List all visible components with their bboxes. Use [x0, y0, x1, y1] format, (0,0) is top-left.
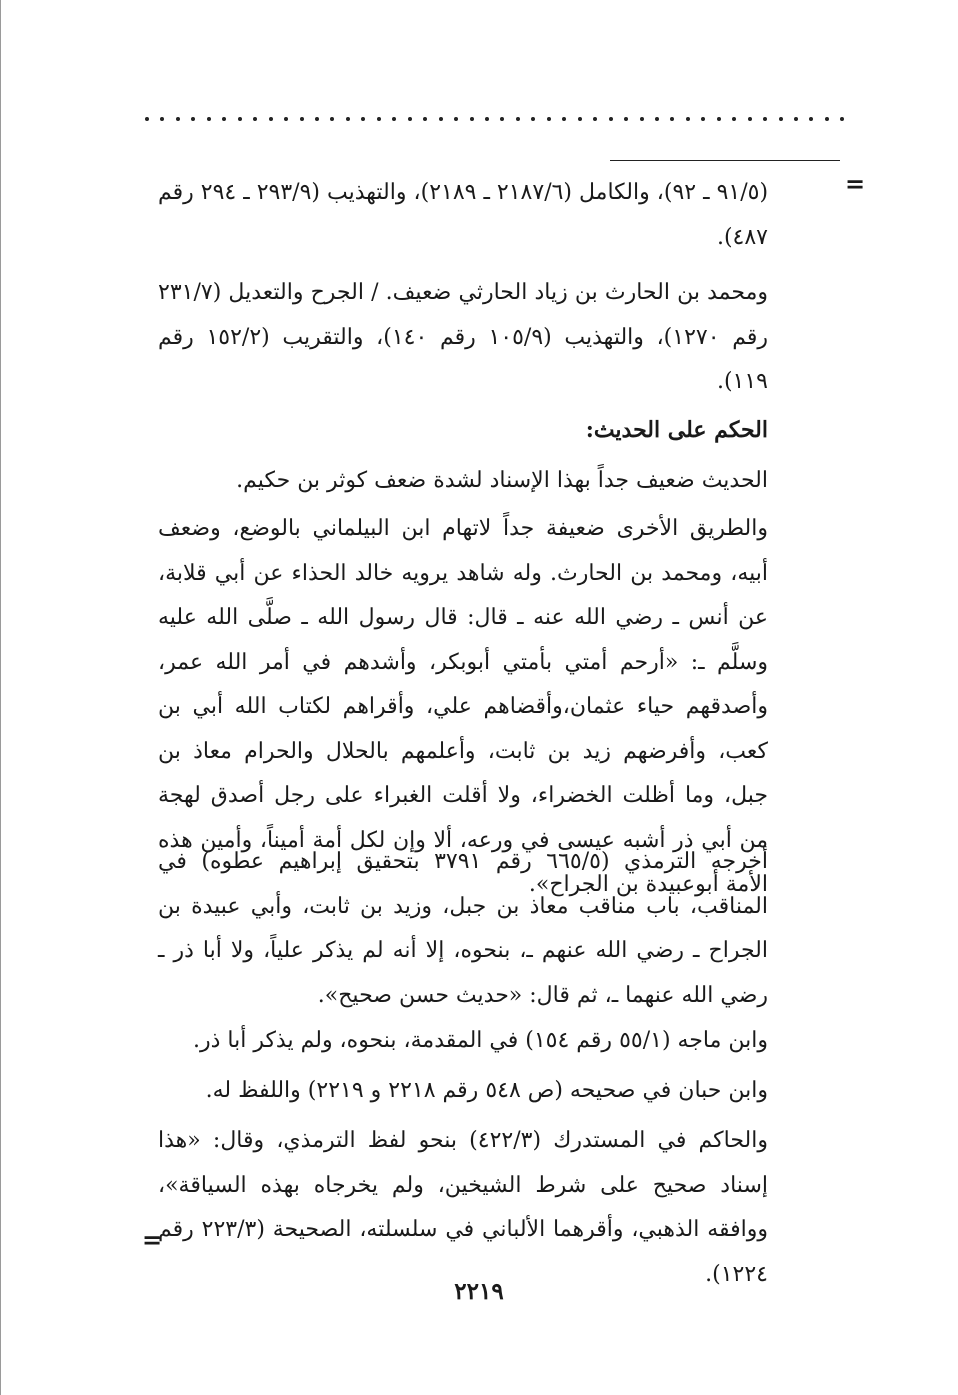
- separator-dot: [624, 117, 628, 121]
- paragraph-muhammad-ibn-harith: ومحمد بن الحارث بن زياد الحارثي ضعيف. / الجرح والتعديل (٢٣١/٧ رقم ١٢٧٠)، والتهذيب (١٠٥/٩ رقم ١٤٠)، والتقريب (١٥٢/٢ رقم ١١٩).: [158, 280, 768, 394]
- separator-dot: [470, 117, 474, 121]
- separator-dot: [840, 117, 844, 121]
- separator-dot: [300, 117, 304, 121]
- separator-dot: [439, 117, 443, 121]
- separator-dot: [377, 117, 381, 121]
- scan-edge: [0, 0, 1, 1395]
- separator-dot: [392, 117, 396, 121]
- continuation-marker-top: =: [845, 170, 866, 198]
- separator-dot: [176, 117, 180, 121]
- separator-dot: [423, 117, 427, 121]
- separator-dot: [701, 117, 705, 121]
- continuation-marker-bottom: =: [142, 1226, 163, 1254]
- footnote-rule: [610, 160, 840, 162]
- dotted-separator: [145, 112, 845, 126]
- separator-dot: [315, 117, 319, 121]
- separator-dot: [330, 117, 334, 121]
- separator-dot: [748, 117, 752, 121]
- separator-dot: [670, 117, 674, 121]
- separator-dot: [640, 117, 644, 121]
- separator-dot: [269, 117, 273, 121]
- separator-dot: [361, 117, 365, 121]
- page-number: ٢٢١٩: [454, 1278, 504, 1305]
- separator-dot: [593, 117, 597, 121]
- paragraph-tirmidhi: أخرجه الترمذي (٦٦٥/٥ رقم ٣٧٩١ بتحقيق إبراهيم عطوه) في المناقب، باب مناقب معاذ بن جبل، وزيد بن ثابت، وأبي عبيدة بن الجراح ـ رضي الله عنهم ـ، بنحوه، إلا أنه لم يذكر علياً، ولا أبا ذر ـ رضي الله عنهما ـ، ثم قال: «حديث حسن صحيح».: [158, 849, 768, 1008]
- separator-dot: [655, 117, 659, 121]
- separator-dot: [207, 117, 211, 121]
- separator-dot: [809, 117, 813, 121]
- paragraph-ibn-majah: وابن ماجه (٥٥/١ رقم ١٥٤) في المقدمة، بنحوه، ولم يذكر أبا ذر.: [192, 1028, 768, 1053]
- separator-dot: [454, 117, 458, 121]
- paragraph-ibn-hibban: وابن حبان في صحيحه (ص ٥٤٨ رقم ٢٢١٨ و ٢٢١٩) واللفظ له.: [205, 1078, 768, 1103]
- separator-dot: [516, 117, 520, 121]
- paragraph-other-route-and-hadith-text: والطريق الأخرى ضعيفة جداً لاتهام ابن البيلماني بالوضع، وضعف أبيه، ومحمد بن الحارث. وله شاهد يرويه خالد الحذاء عن أبي قلابة، عن أنس ـ رضي الله عنه ـ قال: قال رسول الله ـ صلَّى الله عليه وسلَّم ـ: «أرحم أمتي بأمتي أبوبكر، وأشدهم في أمر الله عمر، وأصدقهم حياء عثمان،وأقضاهم علي، وأقراهم لكتاب الله أبي بن كعب، وأفرضهم زيد بن ثابت، وأعلمهم بالحلال والحرام معاذ بن جبل، وما أظلت الخضراء، ولا أقلت الغبراء على رجل أصدق لهجة من أبي ذر أشبه عيسى في ورعه، ألا وإن لكل أمة أميناً، وأمين هذه الأمة أبوعبيدة بن الجراح».: [158, 516, 768, 897]
- separator-dot: [763, 117, 767, 121]
- separator-dot: [253, 117, 257, 121]
- separator-dot: [346, 117, 350, 121]
- separator-dot: [531, 117, 535, 121]
- separator-dot: [562, 117, 566, 121]
- separator-dot: [500, 117, 504, 121]
- separator-dot: [222, 117, 226, 121]
- separator-dot: [485, 117, 489, 121]
- separator-dot: [284, 117, 288, 121]
- paragraph-hakim: والحاكم في المستدرك (٤٢٢/٣) بنحو لفظ الترمذي، وقال: «هذا إسناد صحيح على شرط الشيخين، ولم يخرجاه بهذه السياقة»، ووافقه الذهبي، وأقرهما الألباني في سلسلته، الصحيحة (٢٢٣/٣ رقم ١٢٢٤).: [158, 1128, 769, 1287]
- separator-dot: [547, 117, 551, 121]
- separator-dot: [794, 117, 798, 121]
- paragraph-ruling: الحديث ضعيف جداً بهذا الإسناد لشدة ضعف كوثر بن حكيم.: [236, 468, 768, 493]
- separator-dot: [408, 117, 412, 121]
- separator-dot: [779, 117, 783, 121]
- separator-dot: [825, 117, 829, 121]
- footnote-continued-paragraph: (٩١/٥ ـ ٩٢)، والكامل (٢١٨٧/٦ ـ ٢١٨٩)، والتهذيب (٢٩٣/٩ ـ ٢٩٤ رقم ٤٨٧).: [158, 180, 769, 250]
- separator-dot: [191, 117, 195, 121]
- separator-dot: [686, 117, 690, 121]
- separator-dot: [160, 117, 164, 121]
- separator-dot: [732, 117, 736, 121]
- separator-dot: [238, 117, 242, 121]
- section-heading-hadith-ruling: الحكم على الحديث:: [585, 417, 768, 443]
- separator-dot: [578, 117, 582, 121]
- separator-dot: [609, 117, 613, 121]
- separator-dot: [717, 117, 721, 121]
- separator-dot: [145, 117, 149, 121]
